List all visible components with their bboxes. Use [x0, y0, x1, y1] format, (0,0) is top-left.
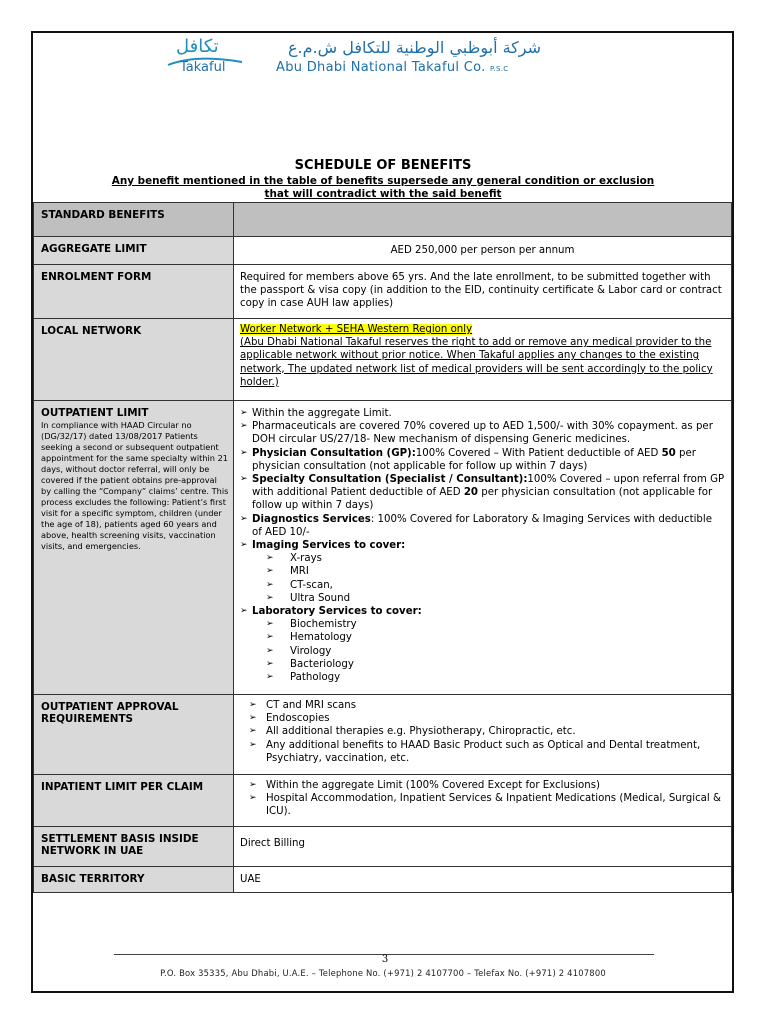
row-value-outpatient-approval [234, 695, 732, 775]
table-row [34, 827, 732, 867]
benefits-table [33, 202, 732, 893]
logo-arabic-company: شركة أبوظبي الوطنية للتكافل ش.م.ع [288, 38, 542, 57]
table-row [34, 237, 732, 265]
list-item: ➢ Hematology [240, 631, 725, 644]
row-value-aggregate-limit: AED 250,000 per person per annum [234, 237, 732, 265]
list-item: ➢ Within the aggregate Limit (100% Covered Except for Exclusions) [240, 779, 725, 792]
row-label-inpatient-limit: INPATIENT LIMIT PER CLAIM [34, 775, 234, 827]
row-label-basic-territory: BASIC TERRITORY [34, 867, 234, 893]
row-label-outpatient-limit: OUTPATIENT LIMIT In compliance with HAAD Circular no (DG/32/17) dated 13/08/2017 Patients seeking a second or subsequent outpatient appointment for the same specialty within 21 days, without doctor referral, will only be covered if the patient obtains pre-approval by calling the “Company” claims’ centre. This process excludes the following: Patient’s first visit for a specific symptom, children (under the age of 18), patients aged 60 years and above, health screening visits, vaccination visits, and emergencies. [34, 401, 234, 695]
list-item: ➢ All additional therapies e.g. Physiotherapy, Chiropractic, etc. [240, 725, 725, 738]
list-item: ➢ MRI [240, 565, 725, 578]
list-item: ➢ X-rays [240, 552, 725, 565]
row-value-enrolment-form: Required for members above 65 yrs. And the late enrollment, to be submitted together with the passport & visa copy (in addition to the EID, continuity certificate & Labor card or contract copy in case AUH law applies) [234, 265, 732, 319]
list-item: ➢ Hospital Accommodation, Inpatient Services & Inpatient Medications (Medical, Surgical & ICU). [240, 792, 725, 818]
row-value-settlement-basis: Direct Billing [234, 827, 732, 867]
page-number: 3 [381, 954, 389, 965]
logo-english-brand: Takaful [180, 60, 226, 75]
row-label-enrolment-form: ENROLMENT FORM [34, 265, 234, 319]
list-item: ➢ Within the aggregate Limit. [240, 407, 725, 420]
table-row [34, 401, 732, 695]
table-row [34, 775, 732, 827]
row-value-basic-territory: UAE [234, 867, 732, 893]
row-value-inpatient-limit [234, 775, 732, 827]
table-row [34, 319, 732, 401]
list-item: ➢ Any additional benefits to HAAD Basic Product such as Optical and Dental treatment, Psychiatry, vaccination, etc. [240, 739, 725, 765]
inpatient-list [240, 779, 725, 819]
footer-address: P.O. Box 35335, Abu Dhabi, U.A.E. – Telephone No. (+971) 2 4107700 – Telefax No. (+971) 2 4107800 [160, 968, 606, 978]
list-item: ➢ Imaging Services to cover: ➢ X-rays ➢ MRI ➢ CT-scan, ➢ Ultra Sound [240, 539, 725, 605]
document-title: SCHEDULE OF BENEFITS [294, 158, 472, 173]
list-item: ➢ CT-scan, [240, 579, 725, 592]
list-item: ➢ Physician Consultation (GP):100% Covered – With Patient deductible of AED 50 per physician consultation (not applicable for follow up within 7 days) [240, 447, 725, 473]
logo-arabic-brand: تكافل [176, 36, 219, 57]
row-label-aggregate-limit: AGGREGATE LIMIT [34, 237, 234, 265]
list-item: ➢ Pathology [240, 671, 725, 684]
list-item: ➢ CT and MRI scans [240, 699, 725, 712]
list-item: ➢ Endoscopies [240, 712, 725, 725]
laboratory-list [240, 618, 725, 684]
approval-list [240, 699, 725, 765]
list-item: ➢ Bacteriology [240, 658, 725, 671]
table-row [34, 265, 732, 319]
list-item: ➢ Virology [240, 645, 725, 658]
row-value-standard-benefits [234, 203, 732, 237]
table-row [34, 867, 732, 893]
list-item: ➢ Laboratory Services to cover: ➢ Biochemistry ➢ Hematology ➢ Virology ➢ Bacteriology ➢ Pathology [240, 605, 725, 684]
list-item: ➢ Specialty Consultation (Specialist / Consultant):100% Covered – upon referral from GP with additional Patient deductible of AED 20 per physician consultation (not applicable for follow up within 7 days) [240, 473, 725, 513]
row-value-outpatient-limit [234, 401, 732, 695]
list-item: ➢ Biochemistry [240, 618, 725, 631]
document-subtitle: Any benefit mentioned in the table of benefits supersede any general condition or exclusion that will contradict with the said benefit [111, 175, 655, 200]
list-item: ➢ Pharmaceuticals are covered 70% covered up to AED 1,500/- with 30% copayment. as per DOH circular US/27/18- New mechanism of dispensing Generic medicines. [240, 420, 725, 446]
company-logo [160, 36, 620, 82]
network-highlight: Worker Network + SEHA Western Region only [240, 324, 473, 335]
row-value-local-network [234, 319, 732, 401]
row-label-local-network: LOCAL NETWORK [34, 319, 234, 401]
outpatient-list [240, 407, 725, 684]
table-row [34, 695, 732, 775]
row-label-outpatient-approval: OUTPATIENT APPROVAL REQUIREMENTS [34, 695, 234, 775]
row-label-settlement-basis: SETTLEMENT BASIS INSIDE NETWORK IN UAE [34, 827, 234, 867]
row-label-standard-benefits: STANDARD BENEFITS [34, 203, 234, 237]
logo-english-company: Abu Dhabi National Takaful Co. P.S.C [276, 60, 509, 75]
list-item: ➢ Diagnostics Services: 100% Covered for Laboratory & Imaging Services with deductible of AED 10/- [240, 513, 725, 539]
list-item: ➢ Ultra Sound [240, 592, 725, 605]
network-note: (Abu Dhabi National Takaful reserves the right to add or remove any medical provider to the applicable network without prior notice. When Takaful applies any changes to the existing network, The updated network list of medical providers will be sent accordingly to the policy holder.) [240, 337, 713, 388]
table-row [34, 203, 732, 237]
imaging-list [240, 552, 725, 605]
outpatient-compliance-note: In compliance with HAAD Circular no (DG/32/17) dated 13/08/2017 Patients seeking a second or subsequent outpatient appointment for the same specialty within 21 days, without doctor referral, will only be covered if the patient obtains pre-approval by calling the “Company” claims’ centre. This process excludes the following: Patient’s first visit for a specific symptom, children (under the age of 18), patients aged 60 years and above, health screening visits, vaccination visits, and emergencies. [41, 420, 229, 551]
